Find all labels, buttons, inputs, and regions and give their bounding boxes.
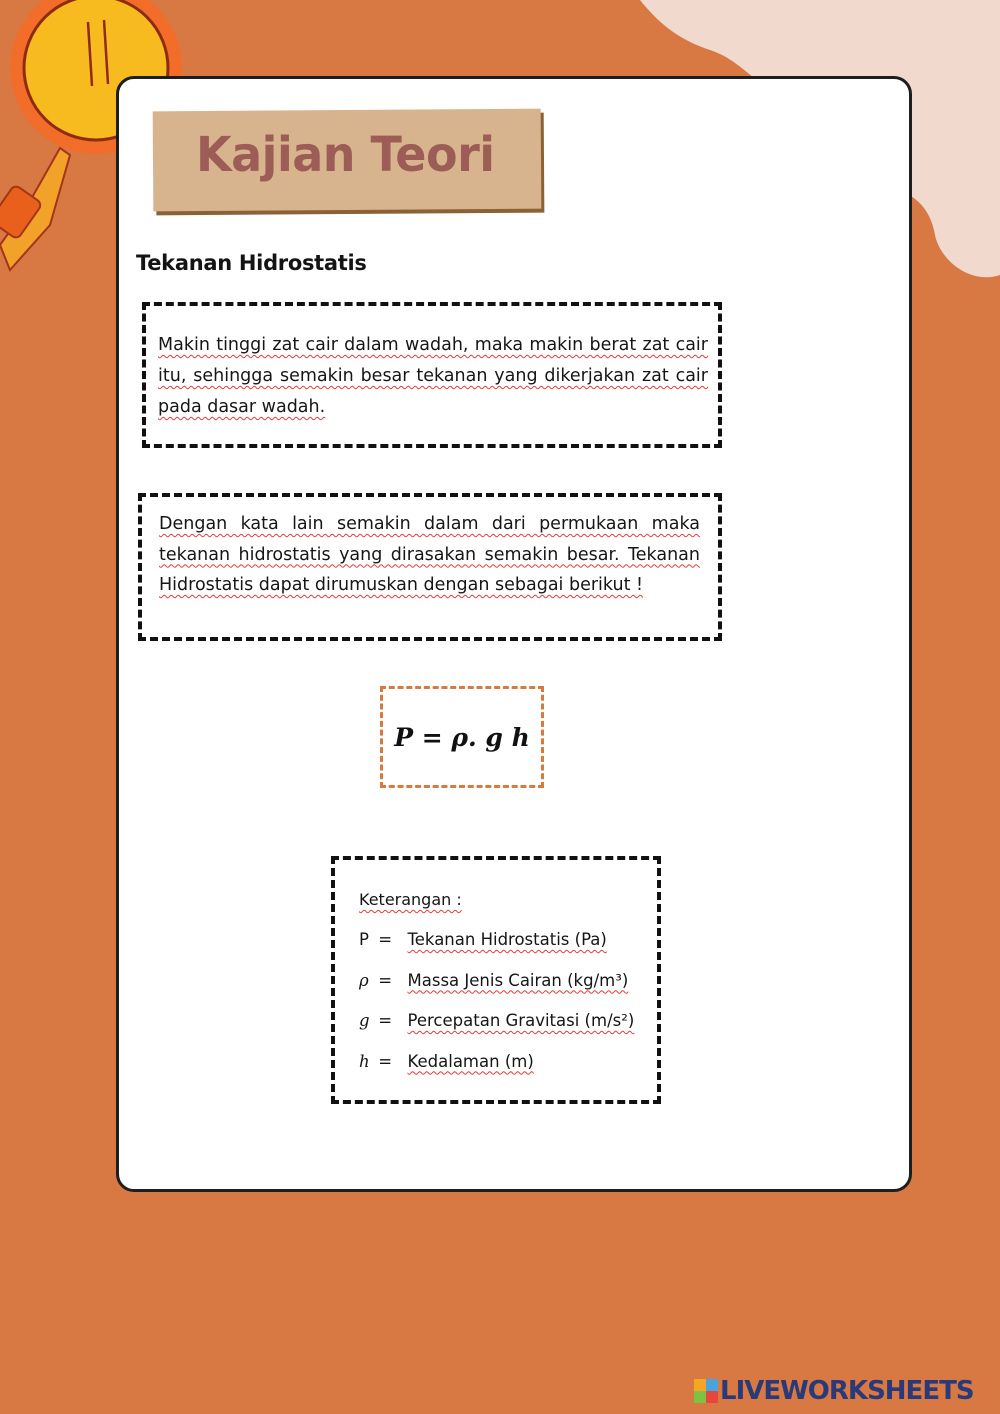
legend-symbol: g bbox=[359, 1011, 370, 1030]
legend-equals: = bbox=[378, 1051, 393, 1071]
legend-symbol: h bbox=[359, 1051, 370, 1071]
legend-row bbox=[359, 930, 657, 971]
page-title: Kajian Teori bbox=[196, 125, 495, 183]
legend-description: Tekanan Hidrostatis (Pa) bbox=[407, 930, 607, 949]
legend-symbol: ρ bbox=[359, 970, 369, 990]
legend-equals: = bbox=[378, 930, 393, 949]
legend-equals: = bbox=[378, 970, 393, 990]
legend-description: Massa Jenis Cairan (kg/m³) bbox=[407, 970, 629, 990]
legend-row bbox=[359, 971, 657, 1012]
legend-description: Kedalaman (m) bbox=[407, 1051, 534, 1071]
formula-box bbox=[380, 686, 544, 788]
legend-equals: = bbox=[378, 1011, 393, 1030]
paragraph-2: Dengan kata lain semakin dalam dari permukaan maka tekanan hidrostatis yang dirasakan semakin besar. Tekanan Hidrostatis dapat dirumuskan dengan sebagai berikut ! bbox=[159, 514, 700, 595]
logo-icon bbox=[694, 1379, 718, 1403]
paragraph-box-2 bbox=[138, 493, 722, 641]
section-heading: Tekanan Hidrostatis bbox=[136, 251, 367, 275]
legend-symbol: P bbox=[359, 930, 369, 949]
legend-row bbox=[359, 1052, 657, 1093]
legend-box bbox=[331, 856, 661, 1104]
paragraph-1: Makin tinggi zat cair dalam wadah, maka makin berat zat cair itu, sehingga semakin besar tekanan yang dikerjakan zat cair pada dasar wadah. bbox=[158, 335, 708, 417]
paragraph-box-1 bbox=[142, 302, 722, 448]
legend-title: Keterangan : bbox=[359, 890, 462, 909]
legend-description: Percepatan Gravitasi (m/s²) bbox=[407, 1011, 635, 1030]
logo-text: LIVEWORKSHEETS bbox=[720, 1376, 974, 1406]
legend-row bbox=[359, 1011, 657, 1052]
liveworksheets-logo[interactable] bbox=[694, 1374, 974, 1408]
formula: P = ρ. g h bbox=[394, 722, 530, 752]
